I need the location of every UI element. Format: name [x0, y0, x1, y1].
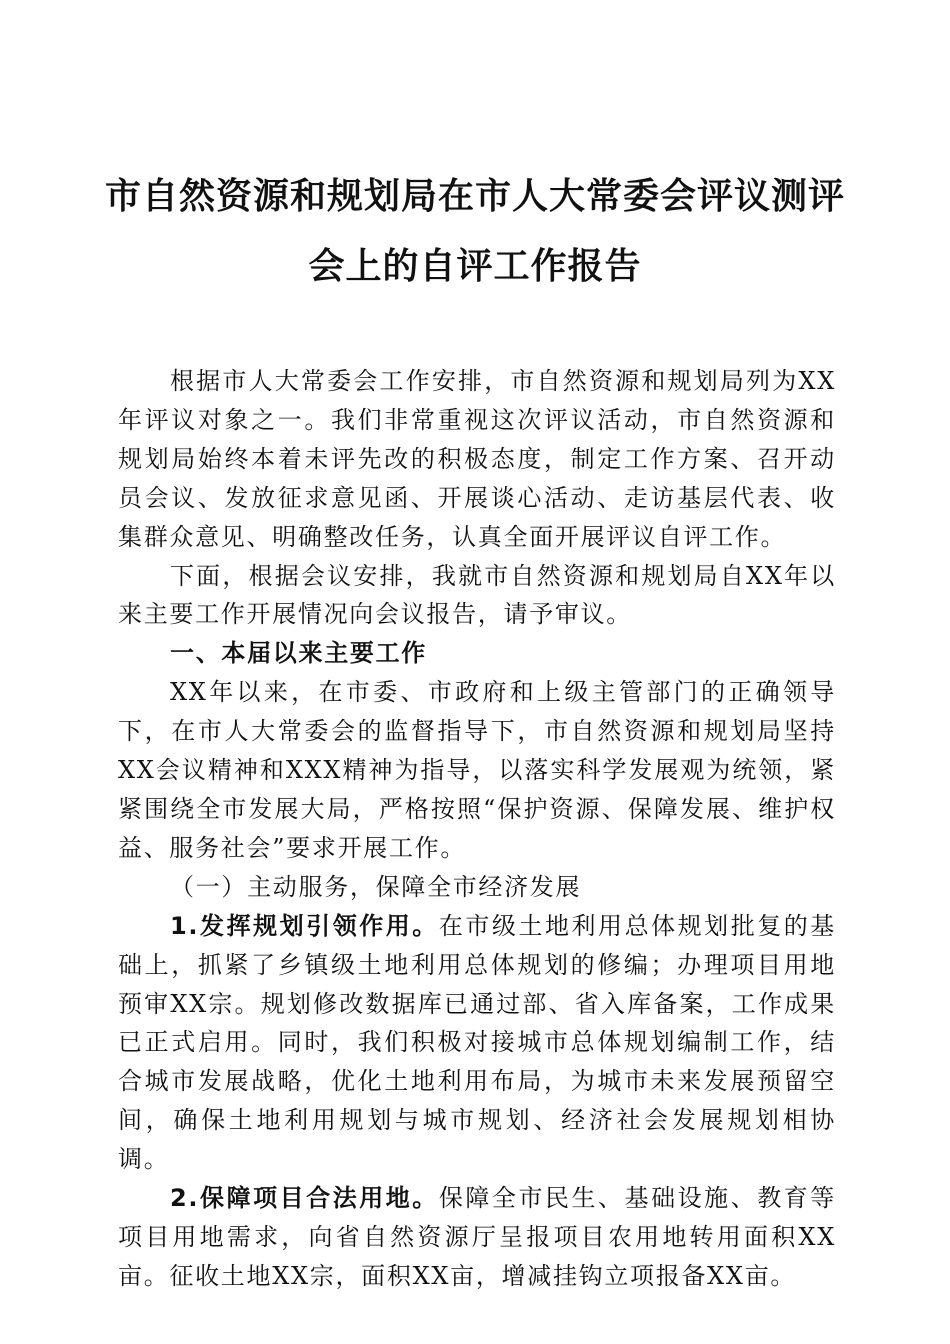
section-heading-main-work: 一、本届以来主要工作: [170, 639, 427, 668]
paragraph-work-overview: XX年以来，在市委、市政府和上级主管部门的正确领导下，在市人大常委会的监督指导下，市自然资源和规划局坚持XX会议精神和XXX精神为指导，以落实科学发展观为统领，紧紧围绕全市发展大局，严格按照“保护资源、保障发展、维护权益、服务社会”要求开展工作。: [118, 678, 836, 862]
paragraph-planning: [118, 907, 836, 1179]
paragraph-planning-lead: 1.发挥规划引领作用。: [170, 911, 439, 940]
document-body: [118, 362, 836, 1296]
paragraph-report-purpose: 下面，根据会议安排，我就市自然资源和规划局自XX年以来主要工作开展情况向会议报告，请予审议。: [118, 561, 836, 629]
paragraph-land-use-body: 保障全市民生、基础设施、教育等项目用地需求，向省自然资源厅呈报项目农用地转用面积XX亩。征收土地XX宗，面积XX亩，增减挂钩立项报备XX亩。: [118, 1184, 836, 1290]
paragraph-land-use: [118, 1179, 836, 1296]
paragraph-land-use-lead: 2.保障项目合法用地。: [170, 1184, 439, 1213]
paragraph-planning-body: 在市级土地利用总体规划批复的基础上，抓紧了乡镇级土地利用总体规划的修编；办理项目用地预审XX宗。规划修改数据库已通过部、省入库备案，工作成果已正式启用。同时，我们积极对接城市总体规划编制工作，结合城市发展战略，优化土地利用布局，为城市未来发展预留空间，确保土地利用规划与城市规划、经济社会发展规划相协调。: [118, 911, 836, 1174]
paragraph-intro: 根据市人大常委会工作安排，市自然资源和规划局列为XX年评议对象之一。我们非常重视这次评议活动，市自然资源和规划局始终本着未评先改的积极态度，制定工作方案、召开动员会议、发放征求意见函、开展谈心活动、走访基层代表、收集群众意见、明确整改任务，认真全面开展评议自评工作。: [118, 367, 836, 551]
document-title-line-1: 市自然资源和规划局在市人大常委会评议测评: [104, 176, 845, 217]
document-title-line-2: 会上的自评工作报告: [308, 246, 642, 287]
subsection-heading-service: （一）主动服务，保障全市经济发展: [170, 872, 582, 901]
